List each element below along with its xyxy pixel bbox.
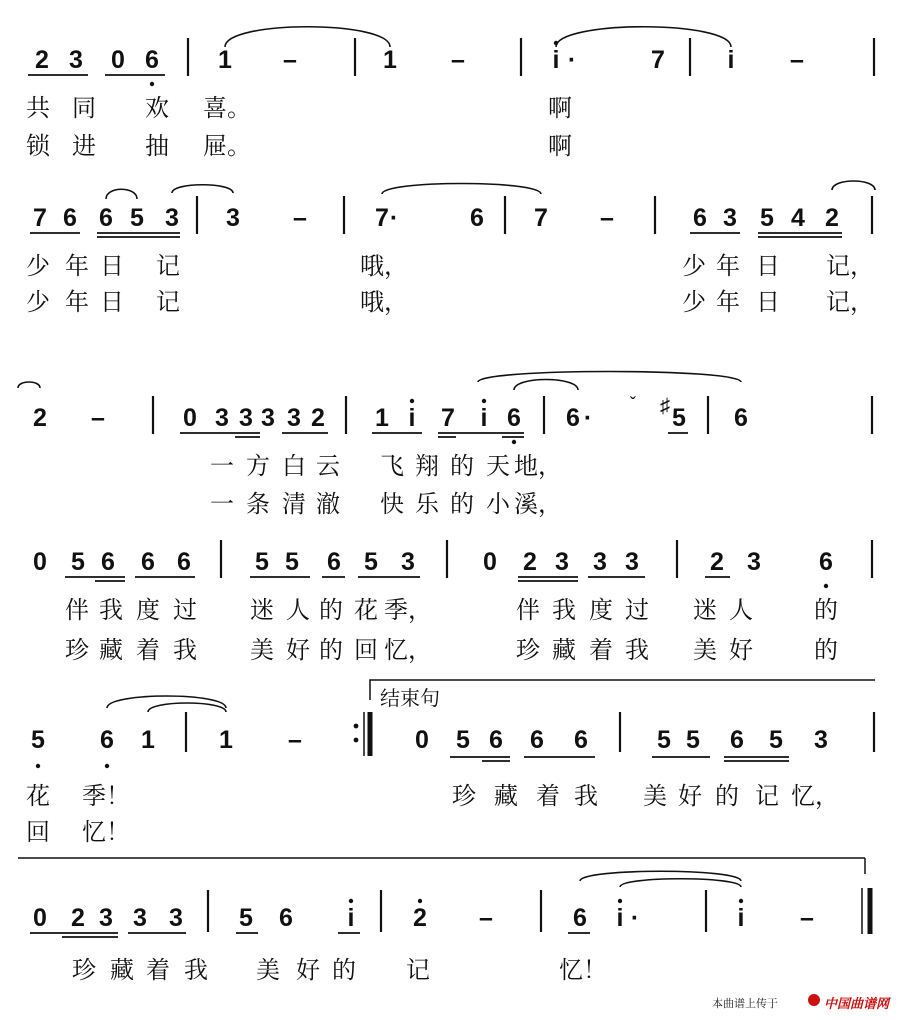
lyric-char: 日 (100, 252, 124, 280)
note: 0 (111, 46, 125, 74)
note: i (737, 904, 745, 932)
lyric-char: 珍 (452, 782, 476, 810)
lyric-char: 着 (136, 636, 160, 664)
lyric-char: 的 (715, 782, 739, 810)
repeat-dot (354, 738, 359, 743)
note: 6 (507, 404, 521, 432)
lyric-char: 人 (729, 596, 753, 624)
lyric-char: 哦， (360, 288, 408, 316)
lyric-char: 藏 (110, 956, 134, 984)
lyric-char: 云 (316, 452, 340, 480)
note: – (91, 404, 105, 432)
lyric-char: 度 (589, 596, 613, 624)
lyric-char: 少 (682, 288, 706, 316)
slur-arc (18, 382, 40, 388)
slur-arc (382, 184, 541, 195)
lyric-char: 方 (246, 452, 270, 480)
note: 0 (415, 726, 429, 754)
lyric-char: 年 (65, 288, 89, 316)
lyric-char: 回 (26, 818, 50, 846)
lyric-char: 锁 (26, 132, 50, 160)
note: 3 (99, 904, 113, 932)
lyric-char: 着 (589, 636, 613, 664)
note: 1 (141, 726, 155, 754)
lyric-char: 少 (682, 252, 706, 280)
note: 5 (686, 726, 700, 754)
note: 6 (63, 204, 77, 232)
lyric-char: 同 (72, 94, 96, 122)
note: 6 (530, 726, 544, 754)
lyric-char: 的 (814, 636, 838, 664)
note: – (451, 46, 465, 74)
lyric-char: 忆！ (559, 956, 607, 984)
lyric-char: 日 (756, 252, 780, 280)
lyric-char: 伴 (516, 596, 540, 624)
lyric-char: 年 (65, 252, 89, 280)
note: 6 (145, 46, 159, 74)
note: · (567, 46, 577, 74)
note: 5 (672, 404, 686, 432)
lyric-char: 花 (354, 596, 378, 624)
note: 0 (33, 548, 47, 576)
lyric-char: 抽 (145, 132, 169, 160)
lyric-char: 着 (536, 782, 560, 810)
note: 3 (215, 404, 229, 432)
lyric-char: 啊 (548, 94, 572, 122)
lyric-char: 珍 (516, 636, 540, 664)
note: 5 (657, 726, 671, 754)
note: i (480, 404, 488, 432)
note: 6 (141, 548, 155, 576)
note: 6 (327, 548, 341, 576)
slur-arc (148, 703, 226, 712)
note: 5 (130, 204, 144, 232)
lyric-char: 好 (729, 636, 753, 664)
lyric-char: 忆！ (82, 818, 130, 846)
lyric-char: 一 (210, 490, 234, 518)
lyric-char: 欢 (145, 94, 169, 122)
note: – (283, 46, 297, 74)
lyric-char: 记 (755, 782, 779, 810)
lyric-char: 条 (246, 490, 270, 518)
note: 1 (218, 46, 232, 74)
note: 6 (574, 726, 588, 754)
note: – (790, 46, 804, 74)
octave-dot-below (824, 584, 828, 588)
lyric-char: 美 (256, 956, 280, 984)
note: 2 (710, 548, 724, 576)
note: i (727, 46, 735, 74)
octave-dot-below (105, 764, 109, 768)
note: 3 (593, 548, 607, 576)
note: 1 (375, 404, 389, 432)
lyric-char: 的 (814, 596, 838, 624)
note: 5 (285, 548, 299, 576)
lyric-char: 清 (282, 490, 306, 518)
note: · (583, 404, 593, 432)
slur-arc (478, 372, 741, 383)
note: 5 (71, 548, 85, 576)
lyric-char: 快 (380, 490, 404, 518)
note: 6 (101, 548, 115, 576)
repeat-dot (354, 724, 359, 729)
note: – (479, 904, 493, 932)
lyric-char: 记， (826, 252, 874, 280)
note: 0 (33, 904, 47, 932)
note: 6 (573, 904, 587, 932)
note: – (293, 204, 307, 232)
note: · (389, 204, 399, 232)
site-brand: 中国曲谱网 (824, 997, 890, 1012)
lyric-char: 日 (100, 288, 124, 316)
note: 6 (734, 404, 748, 432)
ending-bracket (370, 680, 875, 700)
lyric-char: 好 (286, 636, 310, 664)
slur-arc (107, 696, 226, 708)
lyric-char: 啊 (548, 132, 572, 160)
note: 2 (413, 904, 427, 932)
lyric-char: 记 (406, 956, 430, 984)
note: 3 (226, 204, 240, 232)
slur-arc (832, 181, 875, 190)
lyric-char: 年 (716, 288, 740, 316)
lyric-char: 的 (319, 596, 343, 624)
lyric-char: 好 (678, 782, 702, 810)
lyric-char: 我 (625, 636, 649, 664)
note: 4 (791, 204, 805, 232)
lyric-char: 藏 (494, 782, 518, 810)
slur-arc (620, 879, 741, 887)
lyric-char: 花 (26, 782, 50, 810)
note: i (408, 404, 416, 432)
lyric-char: 天 (486, 452, 510, 480)
lyric-char: 我 (99, 596, 123, 624)
note: 6 (100, 726, 114, 754)
lyric-char: 季， (384, 596, 432, 624)
note: 5 (31, 726, 45, 754)
note: 5 (255, 548, 269, 576)
note: 6 (99, 204, 113, 232)
lyric-char: 回 (354, 636, 378, 664)
lyric-char: 的 (450, 490, 474, 518)
lyric-char: 小 (486, 490, 510, 518)
note: 3 (165, 204, 179, 232)
note: 7 (534, 204, 548, 232)
lyric-char: 美 (250, 636, 274, 664)
note: 1 (383, 46, 397, 74)
lyric-char: 的 (332, 956, 356, 984)
lyric-char: 过 (625, 596, 649, 624)
lyric-char: 记 (156, 252, 180, 280)
note: 3 (261, 404, 275, 432)
lyric-char: 少 (26, 288, 50, 316)
note: 5 (760, 204, 774, 232)
note: 6 (693, 204, 707, 232)
lyric-char: 忆， (384, 636, 432, 664)
slur-arc (225, 27, 390, 47)
lyric-char: 哦， (360, 252, 408, 280)
note: ˇ (630, 394, 636, 414)
note: 2 (33, 404, 47, 432)
lyric-char: 澈 (316, 490, 340, 518)
lyric-char: 迷 (693, 596, 717, 624)
lyric-char: 美 (643, 782, 667, 810)
note: – (600, 204, 614, 232)
lyric-char: 藏 (552, 636, 576, 664)
note: i (552, 46, 560, 74)
note: 3 (747, 548, 761, 576)
note: 0 (183, 404, 197, 432)
note: 3 (133, 904, 147, 932)
lyric-char: 喜。 (203, 94, 251, 122)
note: 3 (625, 548, 639, 576)
note: – (800, 904, 814, 932)
lyric-char: 记， (826, 288, 874, 316)
note: – (288, 726, 302, 754)
note: 2 (71, 904, 85, 932)
slur-arc (514, 380, 578, 391)
note: 7 (441, 404, 455, 432)
lyric-char: 我 (552, 596, 576, 624)
lyric-char: 我 (184, 956, 208, 984)
note: 5 (239, 904, 253, 932)
note: 3 (239, 404, 253, 432)
lyric-char: 我 (173, 636, 197, 664)
lyric-char: 季！ (82, 782, 130, 810)
note: 3 (555, 548, 569, 576)
lyric-char: 珍 (65, 636, 89, 664)
note: 2 (825, 204, 839, 232)
lyric-char: 屉。 (203, 132, 251, 160)
octave-dot-below (36, 764, 40, 768)
slur-arc (556, 27, 731, 47)
lyric-char: 美 (693, 636, 717, 664)
note: ♯ (660, 395, 670, 417)
note: 7 (651, 46, 665, 74)
lyric-char: 珍 (72, 956, 96, 984)
lyric-char: 的 (319, 636, 343, 664)
note: 6 (566, 404, 580, 432)
lyric-char: 日 (756, 288, 780, 316)
lyric-char: 飞 (380, 452, 404, 480)
note: 6 (470, 204, 484, 232)
lyric-char: 一 (210, 452, 234, 480)
lyric-char: 进 (72, 132, 96, 160)
lyric-char: 度 (136, 596, 160, 624)
lyric-char: 年 (716, 252, 740, 280)
note: i (347, 904, 355, 932)
note: 3 (287, 404, 301, 432)
note: 3 (69, 46, 83, 74)
footer-upload-text: 本曲谱上传于 (712, 997, 778, 1010)
lyric-char: 的 (450, 452, 474, 480)
note: 7 (33, 204, 47, 232)
note: i (616, 904, 624, 932)
note: 2 (523, 548, 537, 576)
note: 2 (35, 46, 49, 74)
note: 7 (375, 204, 389, 232)
note: 6 (730, 726, 744, 754)
note: 6 (177, 548, 191, 576)
lyric-char: 好 (296, 956, 320, 984)
lyric-char: 伴 (65, 596, 89, 624)
note: 3 (401, 548, 415, 576)
note: 5 (456, 726, 470, 754)
note: 6 (819, 548, 833, 576)
slur-arc (172, 185, 233, 193)
lyric-char: 过 (173, 596, 197, 624)
lyric-char: 共 (26, 94, 50, 122)
lyric-char: 地， (514, 452, 562, 480)
site-logo-icon (808, 994, 820, 1006)
note: 3 (723, 204, 737, 232)
lyric-char: 人 (286, 596, 310, 624)
note: · (630, 904, 640, 932)
lyric-char: 我 (574, 782, 598, 810)
lyric-char: 溪， (514, 490, 562, 518)
slur-arc (106, 189, 137, 199)
lyric-char: 乐 (415, 490, 439, 518)
note: 6 (279, 904, 293, 932)
lyric-char: 藏 (99, 636, 123, 664)
note: 3 (169, 904, 183, 932)
lyric-char: 迷 (250, 596, 274, 624)
note: 5 (769, 726, 783, 754)
note: 3 (814, 726, 828, 754)
ending-label: 结束句 (380, 686, 440, 710)
note: 0 (483, 548, 497, 576)
note: 1 (219, 726, 233, 754)
octave-dot-below (512, 440, 516, 444)
lyric-char: 记 (156, 288, 180, 316)
octave-dot-below (150, 82, 154, 86)
lyric-char: 忆， (791, 782, 839, 810)
note: 5 (364, 548, 378, 576)
lyric-char: 着 (146, 956, 170, 984)
note: 6 (489, 726, 503, 754)
note: 2 (311, 404, 325, 432)
lyric-char: 白 (282, 452, 306, 480)
lyric-char: 少 (26, 252, 50, 280)
lyric-char: 翔 (415, 452, 439, 480)
